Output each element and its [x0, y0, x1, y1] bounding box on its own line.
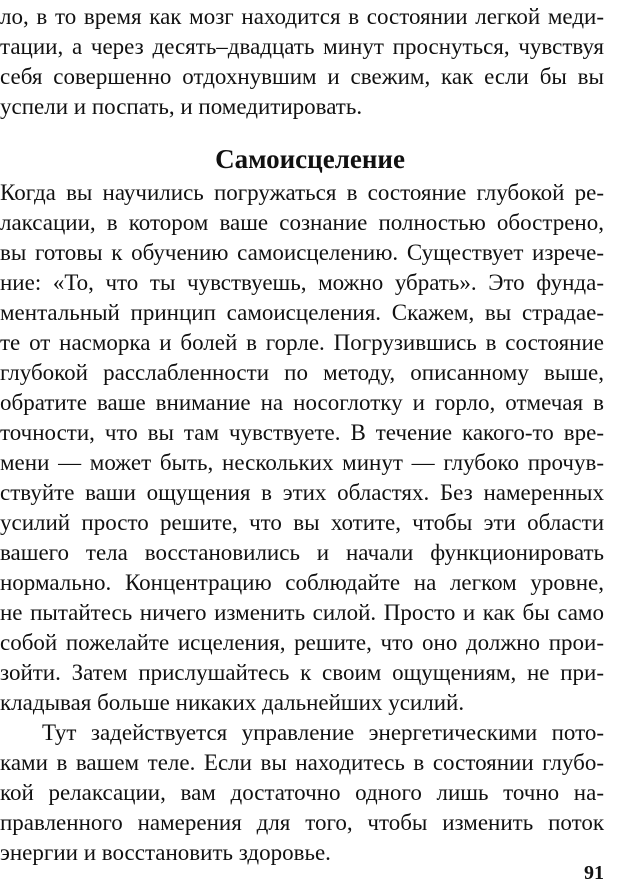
- section-title: Самоисцеление: [215, 144, 405, 174]
- text-line: правленного намерения для того, чтобы изменить поток: [0, 810, 604, 835]
- text-line: ло, в то время как мозг находится в состоянии легкой меди-: [0, 4, 604, 29]
- text-line: кой релаксации, вам достаточно одного лишь точно на-: [0, 780, 604, 805]
- text-line: нормально. Концентрацию соблюдайте на легком уровне,: [0, 570, 604, 595]
- text-line: тации, а через десять–двадцать минут проснуться, чувствуя: [0, 34, 604, 59]
- text-line: кладывая больше никаких дальнейших усилий.: [0, 690, 465, 715]
- text-line: лаксации, в котором ваше сознание полностью обострено,: [0, 210, 604, 235]
- text-line: вы готовы к обучению самоисцелению. Существует изрече-: [0, 240, 604, 265]
- text-line: те от насморка и болей в горле. Погрузившись в состояние: [0, 330, 604, 355]
- text-line: точности, что вы там чувствуете. В течение какого-то вре-: [0, 420, 604, 445]
- text-line: собой пожелайте исцеления, решите, что оно должно прои-: [0, 630, 604, 655]
- text-line: ками в вашем теле. Если вы находитесь в состоянии глубо-: [0, 750, 604, 775]
- text-line: ствуйте ваши ощущения в этих областях. Без намеренных: [0, 480, 604, 505]
- text-line: энергии и восстановить здоровье.: [0, 840, 331, 865]
- text-line: не пытайтесь ничего изменить силой. Просто и как бы само: [0, 600, 604, 625]
- text-line: усилий просто решите, что вы хотите, чтобы эти области: [0, 510, 604, 535]
- text-line: Тут задействуется управление энергетическими пото-: [42, 720, 604, 745]
- text-line: успели и поспать, и помедитировать.: [0, 94, 363, 119]
- text-line: вашего тела восстановились и начали функционировать: [0, 540, 604, 565]
- text-line: ментальный принцип самоисцеления. Скажем, вы страдае-: [0, 300, 604, 325]
- text-line: Когда вы научились погружаться в состояние глубокой ре-: [0, 180, 604, 205]
- text-line: обратите ваше внимание на носоглотку и горло, отмечая в: [0, 390, 604, 415]
- page-number: 91: [584, 862, 604, 884]
- text-line: ние: «То, что ты чувствуешь, можно убрать». Это фунда-: [0, 270, 604, 295]
- text-line: мени — может быть, нескольких минут — глубоко прочув-: [0, 450, 604, 475]
- text-line: зойти. Затем прислушайтесь к своим ощущениям, не при-: [0, 660, 604, 685]
- text-line: себя совершенно отдохнувшим и свежим, как если бы вы: [0, 64, 604, 89]
- text-line: глубокой расслабленности по методу, описанному выше,: [0, 360, 604, 385]
